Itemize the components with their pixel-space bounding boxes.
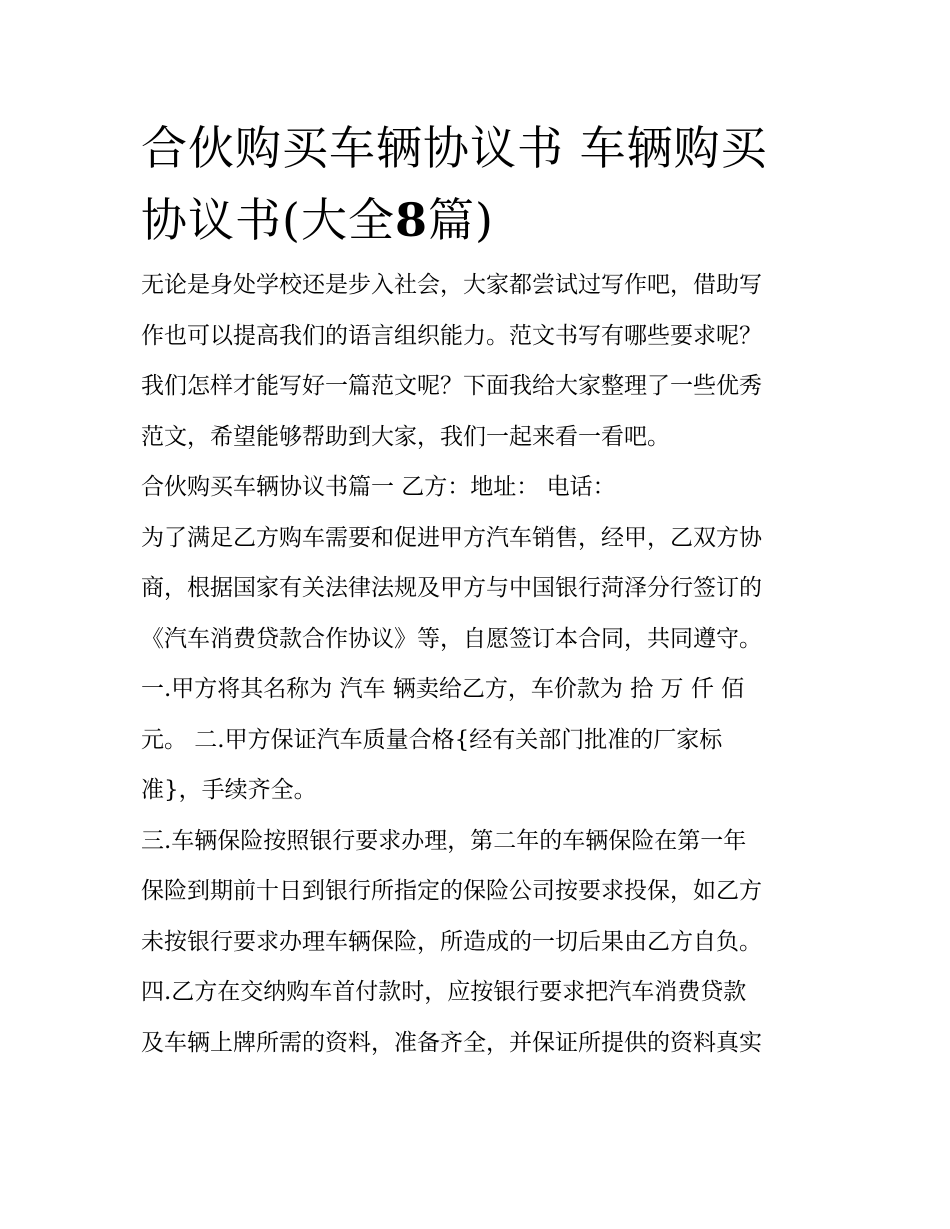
body-line: 一.甲方将其名称为 汽车 辆卖给乙方，车价款为 拾 万 仟 佰 (141, 676, 745, 702)
body-line: 未按银行要求办理车辆保险，所造成的一切后果由乙方自负。 (141, 928, 762, 955)
body-line: 保险到期前十日到银行所指定的保险公司按要求投保，如乙方 (141, 878, 762, 904)
body-line: 范文，希望能够帮助到大家，我们一起来看一看吧。 (141, 423, 670, 450)
body-line: 合伙购买车辆协议书篇一 乙方：地址： 电话： (141, 474, 616, 500)
document-page (141, 112, 815, 1068)
body-line: 四.乙方在交纳购车首付款时，应按银行要求把汽车消费贷款 (141, 979, 747, 1005)
title-line-2-number: 8 (394, 193, 428, 247)
body-line: 商，根据国家有关法律法规及甲方与中国银行菏泽分行签订的 (141, 575, 762, 601)
document-title (141, 112, 815, 256)
body-line: 及车辆上牌所需的资料，准备齐全，并保证所提供的资料真实 (141, 1029, 762, 1056)
body-line: 《汽车消费贷款合作协议》等，自愿签订本合同，共同遵守。 (141, 625, 762, 652)
body-line: 我们怎样才能写好一篇范文呢？下面我给大家整理了一些优秀 (141, 373, 762, 399)
body-line: 三.车辆保险按照银行要求办理，第二年的车辆保险在第一年 (141, 827, 747, 854)
body-line: 无论是身处学校还是步入社会，大家都尝试过写作吧，借助写 (141, 272, 762, 298)
body-line: 元。 二.甲方保证汽车质量合格{经有关部门批准的厂家标 (141, 726, 723, 753)
body-line: 准}，手续齐全。 (141, 777, 317, 803)
body-line: 作也可以提高我们的语言组织能力。范文书写有哪些要求呢？ (141, 322, 762, 349)
title-line-2-text: 协议书(大全 (141, 193, 395, 247)
body-line: 为了满足乙方购车需要和促进甲方汽车销售，经甲，乙双方协 (141, 524, 762, 551)
title-line-2-suffix: 篇) (427, 193, 494, 247)
title-line-1: 合伙购买车辆协议书 车辆购买 (141, 121, 768, 175)
